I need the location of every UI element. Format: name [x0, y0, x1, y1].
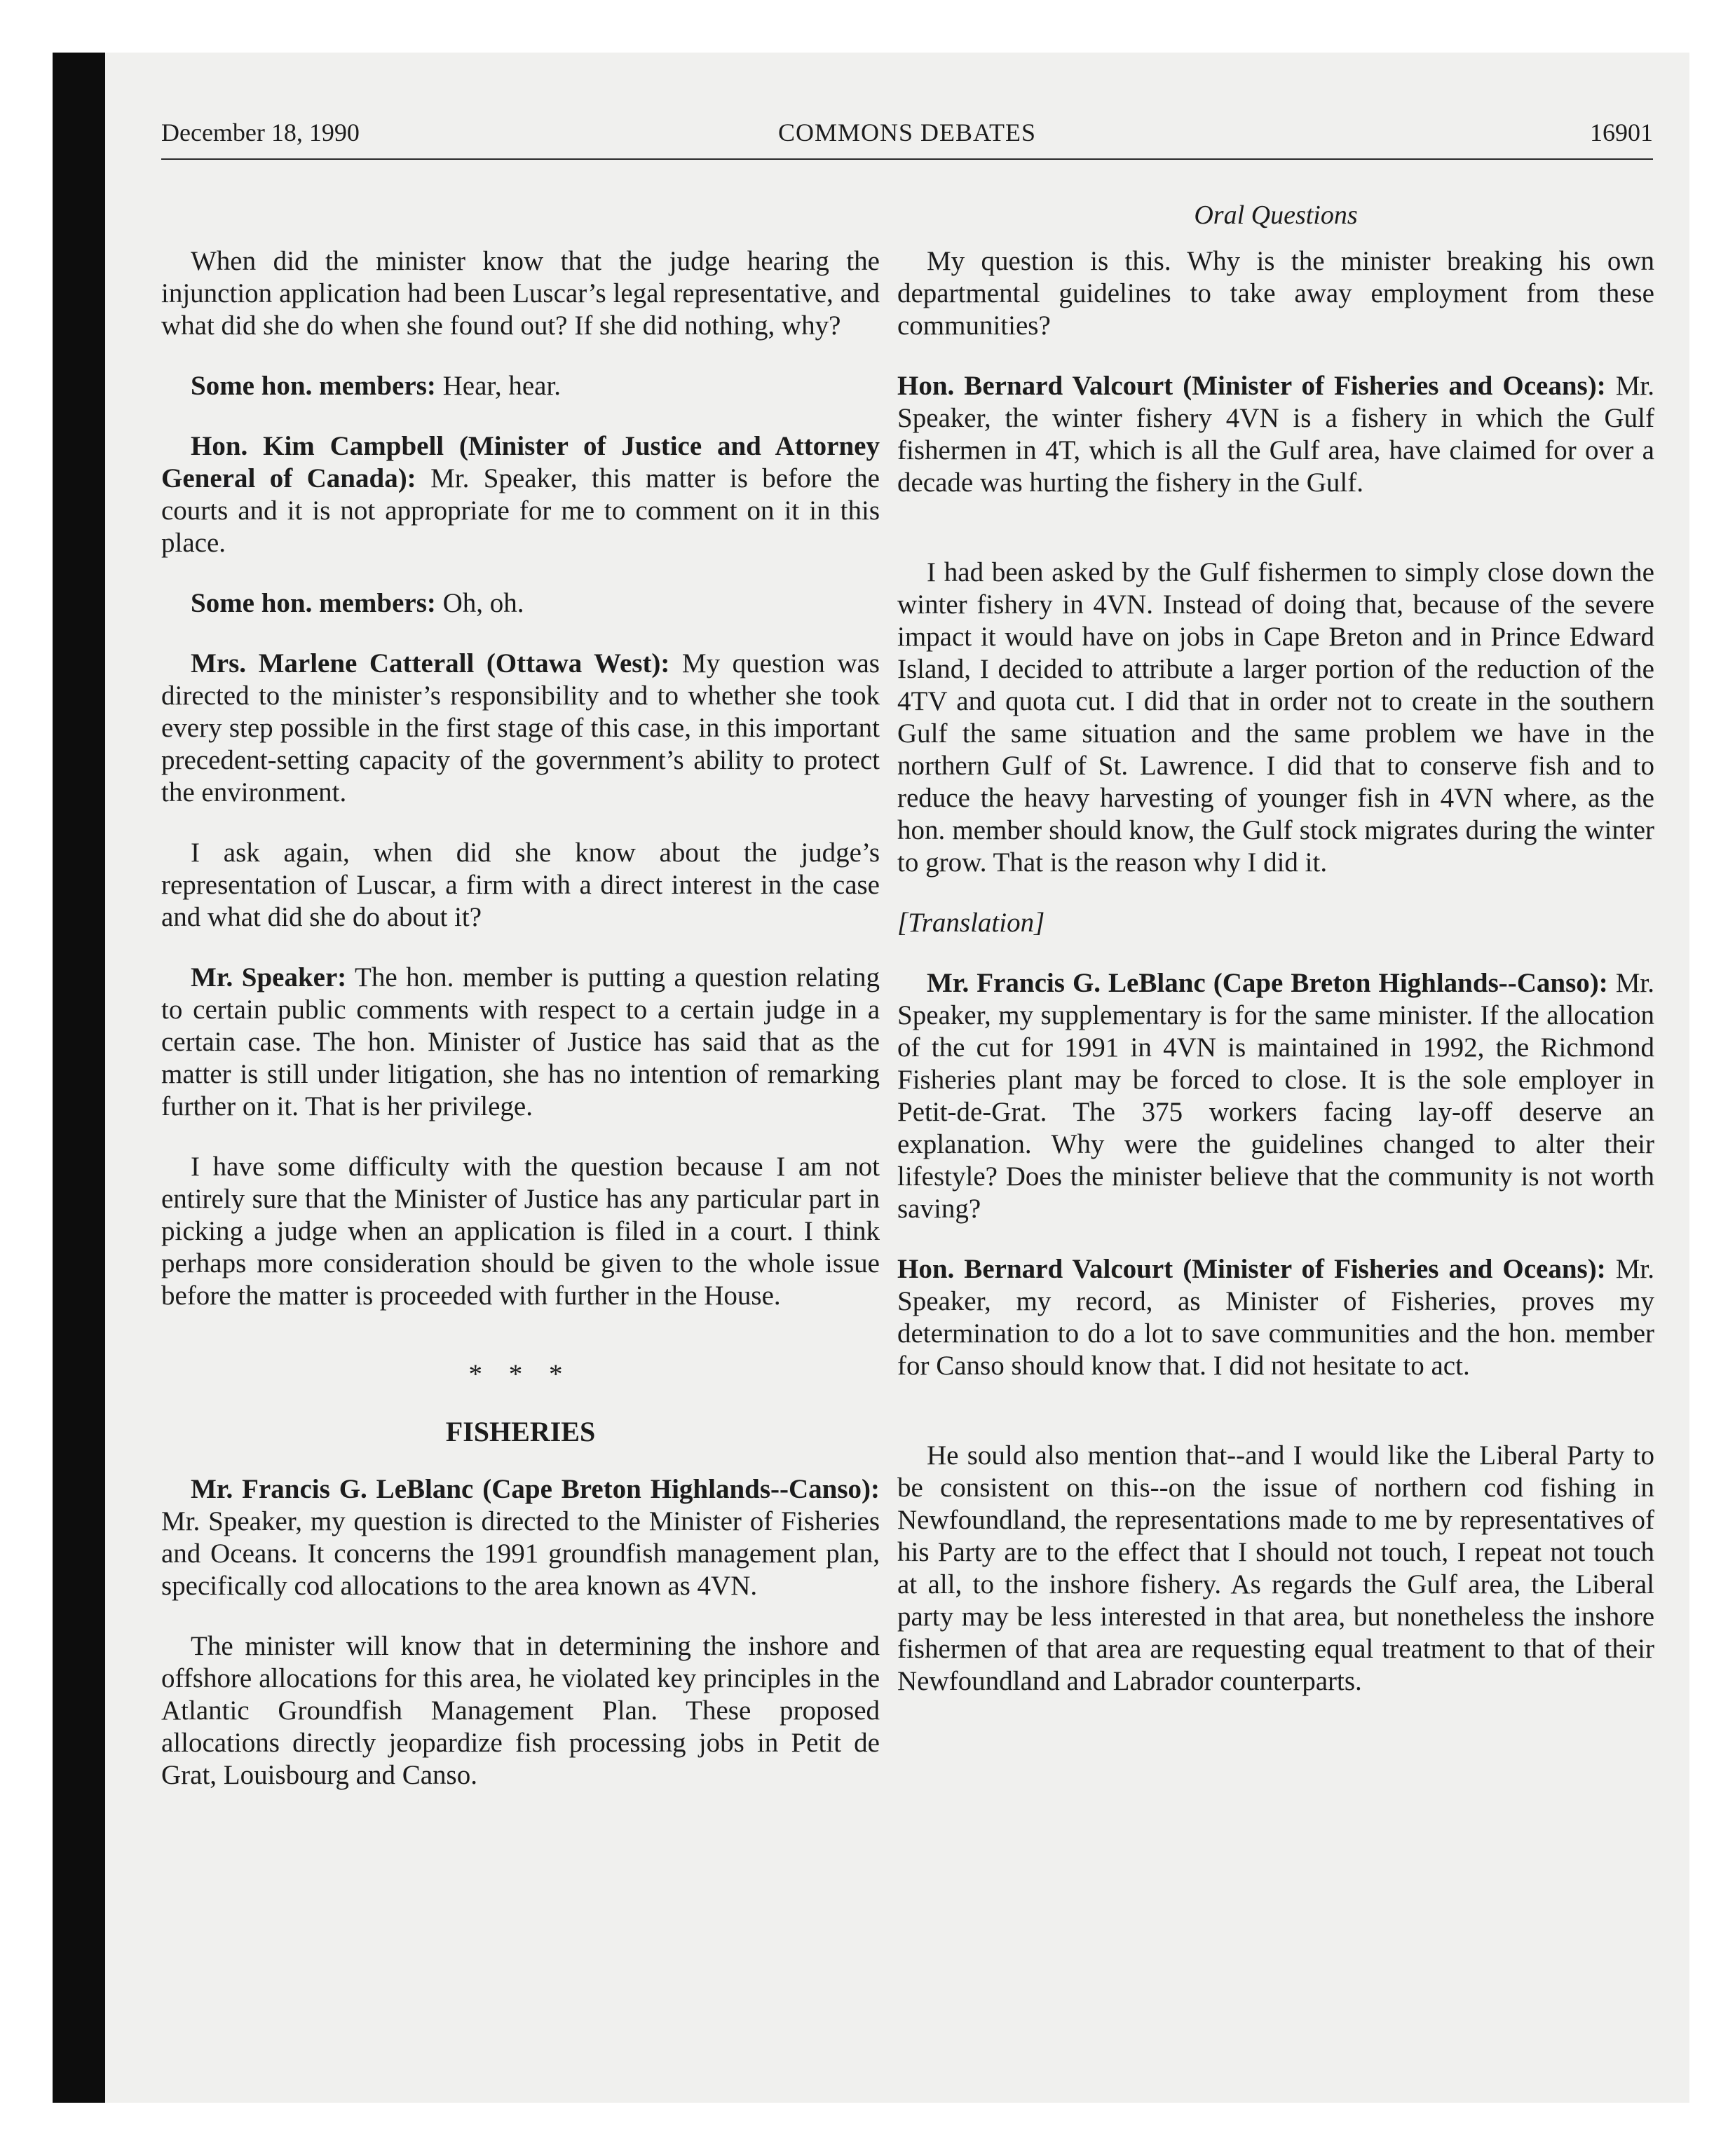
page-header — [161, 118, 1653, 160]
section-heading: FISHERIES — [445, 1416, 596, 1447]
header-page-number: 16901 — [1590, 118, 1653, 146]
translation-marker: [Translation] — [897, 908, 1045, 938]
paragraph: I ask again, when did she know about the judge’s representation of Luscar, a firm with a direct interest in the case and what did she do about it? — [161, 838, 880, 932]
scanned-page — [53, 53, 1689, 2103]
paragraph: He sould also mention that--and I would like the Liberal Party to be consistent on this--on the issue of northern cod fishing in Newfoundland, the representations made to me by representatives of his Party are to the effect that I should not touch, I repeat not touch at all, to the inshore fishery. As regards the Gulf area, the Liberal party may be less interested in that area, but nonetheless the inshore fishermen of that area are requesting equal treatment to that of their Newfoundland and Labrador counterparts. — [897, 1440, 1654, 1696]
section-label: Oral Questions — [1194, 200, 1358, 230]
speech: Mrs. Marlene Catterall (Ottawa West): My question was directed to the minister’s responsibility and to whether she took every step possible in the first stage of this case, in this important precedent-setting capacity of the government’s ability to protect the environment. — [161, 648, 880, 807]
paragraph: The minister will know that in determining the inshore and offshore allocations for this area, he violated key principles in the Atlantic Groundfish Management Plan. These proposed allocations directly jeopardize fish processing jobs in Petit de Grat, Louisbourg and Canso. — [161, 1631, 880, 1790]
speaker: Hon. Bernard Valcourt (Minister of Fisheries and Oceans): — [897, 371, 1606, 401]
speech: Mr. Francis G. LeBlanc (Cape Breton Highlands--Canso): Mr. Speaker, my question is directed to the Minister of Fisheries and Oceans. It concerns the 1991 groundfish management plan, specifically cod allocations to the area known as 4VN. — [161, 1474, 880, 1601]
left-column — [161, 245, 880, 1820]
speaker: Mr. Francis G. LeBlanc (Cape Breton Highlands--Canso): — [191, 1474, 880, 1504]
speech: Hon. Bernard Valcourt (Minister of Fisheries and Oceans): Mr. Speaker, my record, as Minister of Fisheries, proves my determination to do a lot to save communities and the hon. member for Canso should know that. I did not hesitate to act. — [897, 1254, 1654, 1381]
paragraph: My question is this. Why is the minister breaking his own departmental guidelines to take away employment from these communities? — [897, 246, 1654, 341]
speaker: Mr. Speaker: — [191, 962, 347, 992]
speech: Mr. Francis G. LeBlanc (Cape Breton Highlands--Canso): Mr. Speaker, my supplementary is for the same minister. If the allocation of the cut for 1991 in 4VN is maintained in 1992, the Richmond Fisheries plant may be forced to close. It is the sole employer in Petit-de-Grat. The 375 workers facing lay-off deserve an explanation. Why were the guidelines changed to alter their lifestyle? Does the minister believe that the community is not worth saving? — [897, 968, 1655, 1224]
section-separator: * * * — [468, 1359, 573, 1389]
speaker: Some hon. members: — [191, 371, 436, 401]
paragraph: I have some difficulty with the question because I am not entirely sure that the Minister of Justice has any particular part in picking a judge when an application is filed in a court. I think perhaps more consideration should be given to the whole issue before the matter is proceeded with further in the House. — [161, 1152, 880, 1311]
speaker: Mr. Francis G. LeBlanc (Cape Breton Highlands--Canso): — [927, 968, 1608, 998]
paragraph: When did the minister know that the judge hearing the injunction application had been Luscar’s legal representative, and what did she do when she found out? If she did nothing, why? — [161, 246, 880, 341]
speaker: Hon. Kim Campbell (Minister of Justice and Attorney General of Canada): — [161, 431, 880, 493]
speech: Some hon. members: Oh, oh. — [191, 588, 524, 618]
binding-shadow — [53, 53, 105, 2103]
right-column — [897, 245, 1654, 1726]
header-title: COMMONS DEBATES — [777, 118, 1037, 146]
speaker: Mrs. Marlene Catterall (Ottawa West): — [191, 648, 670, 678]
paragraph: I had been asked by the Gulf fishermen to simply close down the winter fishery in 4VN. Instead of doing that, because of the severe impact it would have on jobs in Cape Breton and in Prince Edward Island, I decided to attribute a larger portion of the reduction of the 4TV and quota cut. I did that in order not to create in the southern Gulf the same situation and the same problem we have in the northern Gulf of St. Lawrence. I did that to conserve fish and to reduce the heavy harvesting of younger fish in 4VN where, as the hon. member should know, the Gulf stock migrates during the winter to grow. That is the reason why I did it. — [897, 557, 1654, 878]
header-date: December 18, 1990 — [161, 118, 360, 146]
speech: Some hon. members: Hear, hear. — [191, 371, 562, 401]
speech: Mr. Speaker: The hon. member is putting a question relating to certain public comments with respect to a certain judge in a certain case. The hon. Minister of Justice has said that as the matter is still under litigation, she has no intention of remarking further on it. That is her privilege. — [161, 962, 880, 1121]
speaker: Some hon. members: — [191, 588, 436, 618]
speech: Hon. Bernard Valcourt (Minister of Fisheries and Oceans): Mr. Speaker, the winter fishery 4VN is a fishery in which the Gulf fishermen in 4T, which is all the Gulf area, have claimed for over a decade was hurting the fishery in the Gulf. — [897, 371, 1654, 498]
speaker: Hon. Bernard Valcourt (Minister of Fisheries and Oceans): — [897, 1254, 1606, 1284]
speech: Hon. Kim Campbell (Minister of Justice and Attorney General of Canada): Mr. Speaker, this matter is before the courts and it is not appropriate for me to comment on it in this place. — [161, 431, 880, 558]
